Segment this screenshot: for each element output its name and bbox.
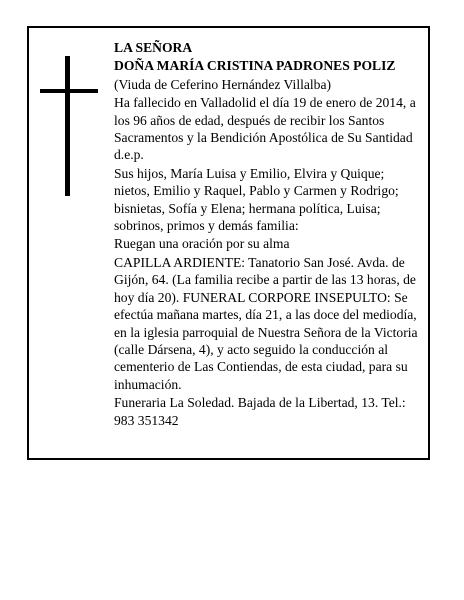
deceased-name: DOÑA MARÍA CRISTINA PADRONES POLIZ bbox=[114, 58, 396, 74]
notice-header: LA SEÑORA bbox=[114, 40, 193, 55]
cross-horizontal-bar bbox=[40, 89, 98, 93]
funeral-home-contact: Funeraria La Soledad. Bajada de la Libertad, 13. Tel.: 983 351342 bbox=[114, 395, 406, 428]
latin-cross-icon bbox=[40, 56, 98, 196]
obituary-text-block bbox=[114, 39, 424, 430]
funeral-details: CAPILLA ARDIENTE: Tanatorio San José. Avda. de Gijón, 64. (La familia recibe a partir de las 13 horas, de hoy día 20). FUNERAL CORPORE INSEPULTO: Se efectúa mañana martes, día 21, a las doce del mediodía, en la iglesia parroquial de Nuestra Señora de la Victoria (calle Dársena, 4), y acto seguido la conducción al cementerio de Las Contiendas, de esta ciudad, para su inhumación. bbox=[114, 254, 418, 392]
cross-vertical-bar bbox=[65, 56, 70, 196]
widow-of-line: (Viuda de Ceferino Hernández Villalba) bbox=[114, 76, 332, 92]
family-members: Sus hijos, María Luisa y Emilio, Elvira y Quique; nietos, Emilio y Raquel, Pablo y Carmen y Rodrigo; bisnietas, Sofía y Elena; hermana política, Luisa; sobrinos, primos y demás familia: bbox=[114, 165, 399, 234]
prayer-request: Ruegan una oración por su alma bbox=[114, 236, 290, 252]
death-announcement: Ha fallecido en Valladolid el día 19 de enero de 2014, a los 96 años de edad, después de recibir los Santos Sacramentos y la Bendición Apostólica de Su Santidad d.e.p. bbox=[114, 95, 416, 163]
